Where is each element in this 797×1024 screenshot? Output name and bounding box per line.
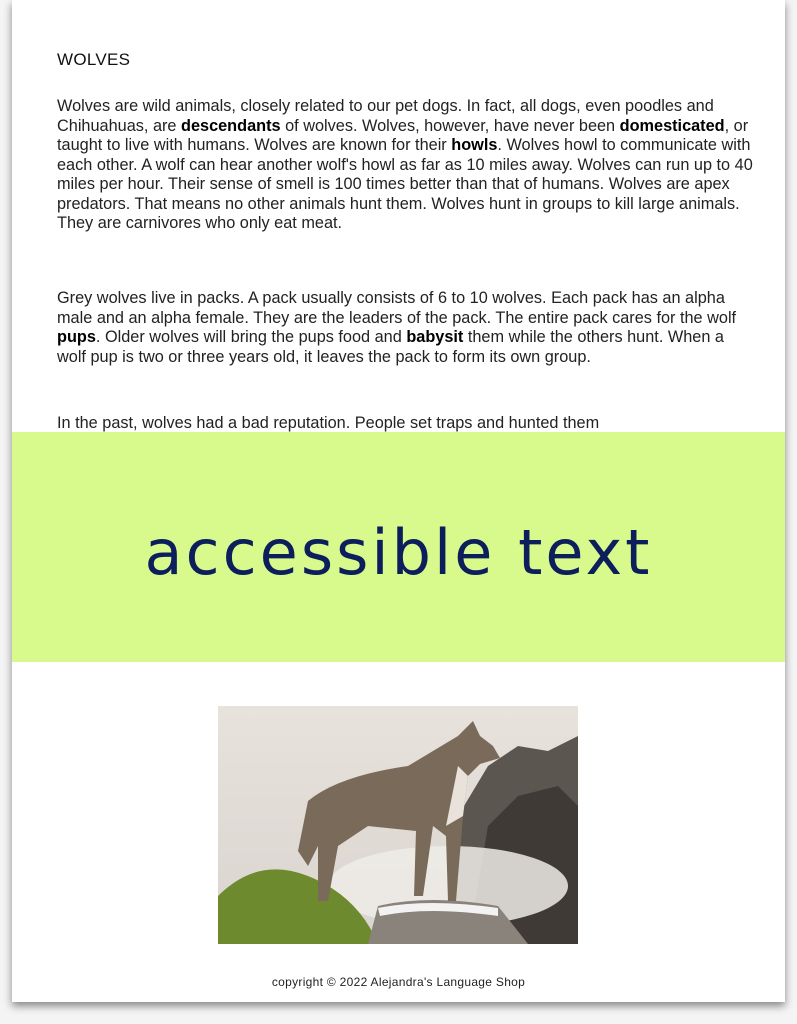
vocabulary-word: pups	[57, 328, 96, 346]
vocabulary-word: babysit	[406, 328, 464, 346]
paragraph-text: , or taught to live with humans. Wolves are known for their	[57, 116, 749, 154]
paragraph-text: Grey wolves live in packs. A pack usually consists of 6 to 10 wolves. Each pack has an alpha male and an alpha female. They are the leaders of the pack. The entire pack cares for the wolf	[57, 289, 737, 327]
wolf-photo	[218, 706, 578, 944]
paragraph-text: them while the others hunt. When a wolf pup is two or three years old, it leaves the pack to form its own group.	[57, 328, 724, 366]
accessible-text-banner	[12, 432, 785, 662]
banner-text: accessible text	[144, 515, 653, 589]
copyright-footer: copyright © 2022 Alejandra's Language Shop	[271, 975, 526, 989]
vocabulary-word: descendants	[181, 116, 281, 135]
page-title: WOLVES	[57, 50, 131, 69]
paragraph-1	[57, 97, 757, 234]
paragraph-text: In the past, wolves had a bad reputation. People set traps and hunted them	[57, 414, 600, 432]
vocabulary-word: domesticated	[619, 116, 725, 135]
paragraph-2	[57, 289, 757, 367]
paragraph-text: . Older wolves will bring the pups food and	[95, 328, 407, 346]
paragraph-3	[57, 414, 757, 434]
paragraph-text: Wolves are wild animals, closely related to our pet dogs. In fact, all dogs, even poodles and Chihuahuas, are	[57, 97, 714, 135]
paragraph-text: . Wolves howl to communicate with each other. A wolf can hear another wolf's howl as far as 10 miles away. Wolves can run up to 40 miles per hour. Their sense of smell is 100 times better than that of humans. Wolves are apex predators. That means no other animals hunt them. Wolves hunt in groups to kill large animals. They are carnivores who only eat meat.	[57, 136, 753, 232]
vocabulary-word: howls	[451, 136, 498, 154]
paragraph-text: of wolves. Wolves, however, have never been	[280, 116, 620, 135]
